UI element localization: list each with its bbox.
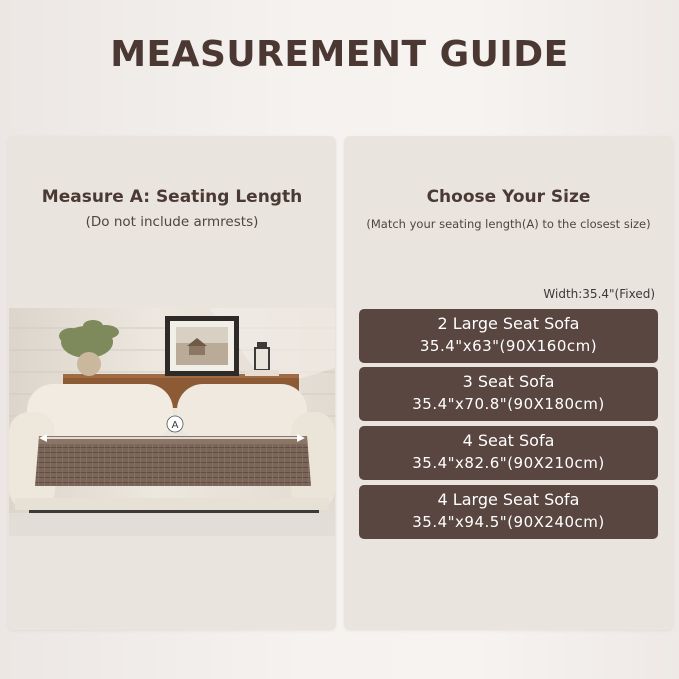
size-option-4-large-seat <box>359 485 658 539</box>
size-option-3-seat <box>359 367 658 421</box>
measure-subheading: (Do not include armrests) <box>85 214 259 230</box>
size-name: 4 Seat Sofa <box>462 431 555 450</box>
measure-panel <box>8 136 336 630</box>
measure-heading: Measure A: Seating Length <box>41 187 303 207</box>
size-heading: Choose Your Size <box>426 187 591 207</box>
size-name: 3 Seat Sofa <box>462 372 555 391</box>
size-dimensions: 35.4"x94.5"(90X240cm) <box>412 513 605 531</box>
size-panel <box>344 136 673 630</box>
size-dimensions: 35.4"x82.6"(90X210cm) <box>412 454 605 472</box>
measure-marker-label: A <box>171 420 179 431</box>
size-subheading: (Match your seating length(A) to the closest size) <box>366 217 651 231</box>
sofa-photo <box>9 308 335 536</box>
width-note: Width:35.4"(Fixed) <box>543 287 655 301</box>
size-dimensions: 35.4"x63"(90X160cm) <box>419 337 598 355</box>
size-name: 4 Large Seat Sofa <box>437 490 580 509</box>
page-title: MEASUREMENT GUIDE <box>110 34 569 75</box>
size-option-4-seat <box>359 426 658 480</box>
size-option-2-large-seat <box>359 309 658 363</box>
size-dimensions: 35.4"x70.8"(90X180cm) <box>412 395 605 413</box>
size-name: 2 Large Seat Sofa <box>437 314 580 333</box>
